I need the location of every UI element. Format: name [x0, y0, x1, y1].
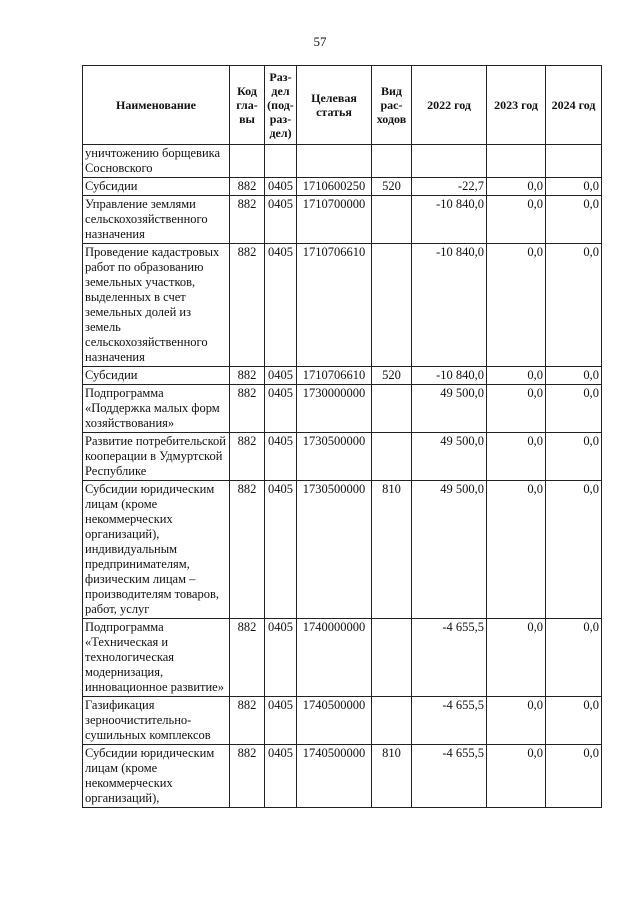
row-expense-type	[372, 196, 412, 244]
row-2024: 0,0	[546, 385, 602, 433]
row-2024: 0,0	[546, 367, 602, 385]
row-2023: 0,0	[487, 178, 546, 196]
row-section: 0405	[265, 745, 297, 808]
row-2023: 0,0	[487, 433, 546, 481]
row-name: уничтожению борщевика Сосновского	[83, 145, 230, 178]
row-section: 0405	[265, 433, 297, 481]
header-row	[83, 66, 602, 145]
budget-table	[82, 65, 602, 808]
row-2023: 0,0	[487, 385, 546, 433]
row-expense-type	[372, 385, 412, 433]
header-2022: 2022 год	[412, 66, 487, 145]
row-target-article: 1710706610	[297, 244, 372, 367]
row-section: 0405	[265, 196, 297, 244]
row-2024: 0,0	[546, 619, 602, 697]
table-row	[83, 145, 602, 178]
row-section: 0405	[265, 178, 297, 196]
row-chapter-code	[230, 145, 265, 178]
row-expense-type	[372, 433, 412, 481]
header-chapter-code: Код гла-вы	[230, 66, 265, 145]
header-target-article: Целевая статья	[297, 66, 372, 145]
row-target-article: 1740000000	[297, 619, 372, 697]
row-target-article: 1730000000	[297, 385, 372, 433]
row-2022: -10 840,0	[412, 367, 487, 385]
row-chapter-code: 882	[230, 481, 265, 619]
header-section: Раз-дел (под-раз-дел)	[265, 66, 297, 145]
row-chapter-code: 882	[230, 244, 265, 367]
row-section	[265, 145, 297, 178]
row-2024: 0,0	[546, 178, 602, 196]
row-2023: 0,0	[487, 367, 546, 385]
row-name: Подпрограмма «Техническая и технологическая модернизация, инновационное развитие»	[83, 619, 230, 697]
row-section: 0405	[265, 481, 297, 619]
row-target-article: 1710706610	[297, 367, 372, 385]
row-2022: -10 840,0	[412, 244, 487, 367]
row-name: Подпрограмма «Поддержка малых форм хозяйствования»	[83, 385, 230, 433]
table-row	[83, 178, 602, 196]
table-row	[83, 385, 602, 433]
row-2022: -10 840,0	[412, 196, 487, 244]
row-name: Управление землями сельскохозяйственного назначения	[83, 196, 230, 244]
row-target-article: 1710600250	[297, 178, 372, 196]
row-expense-type: 810	[372, 481, 412, 619]
table-row	[83, 244, 602, 367]
row-name: Субсидии юридическим лицам (кроме некоммерческих организаций), индивидуальным предпринимателям, физическим лицам – производителям товаров, работ, услуг	[83, 481, 230, 619]
row-2024	[546, 145, 602, 178]
row-chapter-code: 882	[230, 367, 265, 385]
row-section: 0405	[265, 367, 297, 385]
row-2023	[487, 145, 546, 178]
row-expense-type	[372, 619, 412, 697]
row-2024: 0,0	[546, 481, 602, 619]
page-number: 57	[313, 34, 327, 49]
row-2023: 0,0	[487, 244, 546, 367]
row-name: Субсидии	[83, 367, 230, 385]
header-2024: 2024 год	[546, 66, 602, 145]
row-2022: 49 500,0	[412, 433, 487, 481]
row-2024: 0,0	[546, 196, 602, 244]
row-section: 0405	[265, 244, 297, 367]
row-target-article: 1740500000	[297, 745, 372, 808]
row-chapter-code: 882	[230, 619, 265, 697]
row-expense-type	[372, 244, 412, 367]
row-2022: -4 655,5	[412, 745, 487, 808]
row-target-article: 1710700000	[297, 196, 372, 244]
row-section: 0405	[265, 619, 297, 697]
row-2022: -22,7	[412, 178, 487, 196]
row-2024: 0,0	[546, 745, 602, 808]
row-target-article: 1730500000	[297, 481, 372, 619]
row-chapter-code: 882	[230, 745, 265, 808]
table-row	[83, 196, 602, 244]
row-name: Газификация зерноочистительно-сушильных комплексов	[83, 697, 230, 745]
row-2024: 0,0	[546, 244, 602, 367]
row-2024: 0,0	[546, 433, 602, 481]
row-2023: 0,0	[487, 697, 546, 745]
row-name: Развитие потребительской кооперации в Удмуртской Республике	[83, 433, 230, 481]
row-chapter-code: 882	[230, 433, 265, 481]
row-2022	[412, 145, 487, 178]
row-chapter-code: 882	[230, 178, 265, 196]
header-expense-type: Вид рас-ходов	[372, 66, 412, 145]
table-row	[83, 433, 602, 481]
row-2023: 0,0	[487, 745, 546, 808]
row-section: 0405	[265, 697, 297, 745]
row-2023: 0,0	[487, 619, 546, 697]
table-row	[83, 367, 602, 385]
row-2023: 0,0	[487, 196, 546, 244]
row-expense-type: 520	[372, 178, 412, 196]
row-2024: 0,0	[546, 697, 602, 745]
header-name: Наименование	[83, 66, 230, 145]
table-row	[83, 481, 602, 619]
row-target-article: 1730500000	[297, 433, 372, 481]
row-chapter-code: 882	[230, 697, 265, 745]
row-expense-type	[372, 697, 412, 745]
row-name: Субсидии юридическим лицам (кроме некоммерческих организаций),	[83, 745, 230, 808]
row-section: 0405	[265, 385, 297, 433]
row-2022: 49 500,0	[412, 385, 487, 433]
row-expense-type: 520	[372, 367, 412, 385]
row-target-article	[297, 145, 372, 178]
row-2022: 49 500,0	[412, 481, 487, 619]
row-target-article: 1740500000	[297, 697, 372, 745]
table-row	[83, 697, 602, 745]
header-2023: 2023 год	[487, 66, 546, 145]
row-name: Субсидии	[83, 178, 230, 196]
row-name: Проведение кадастровых работ по образованию земельных участков, выделенных в счет земельных долей из земель сельскохозяйственного назначения	[83, 244, 230, 367]
row-expense-type	[372, 145, 412, 178]
row-expense-type: 810	[372, 745, 412, 808]
row-2022: -4 655,5	[412, 697, 487, 745]
row-chapter-code: 882	[230, 196, 265, 244]
table-row	[83, 745, 602, 808]
table-row	[83, 619, 602, 697]
row-chapter-code: 882	[230, 385, 265, 433]
row-2022: -4 655,5	[412, 619, 487, 697]
row-2023: 0,0	[487, 481, 546, 619]
